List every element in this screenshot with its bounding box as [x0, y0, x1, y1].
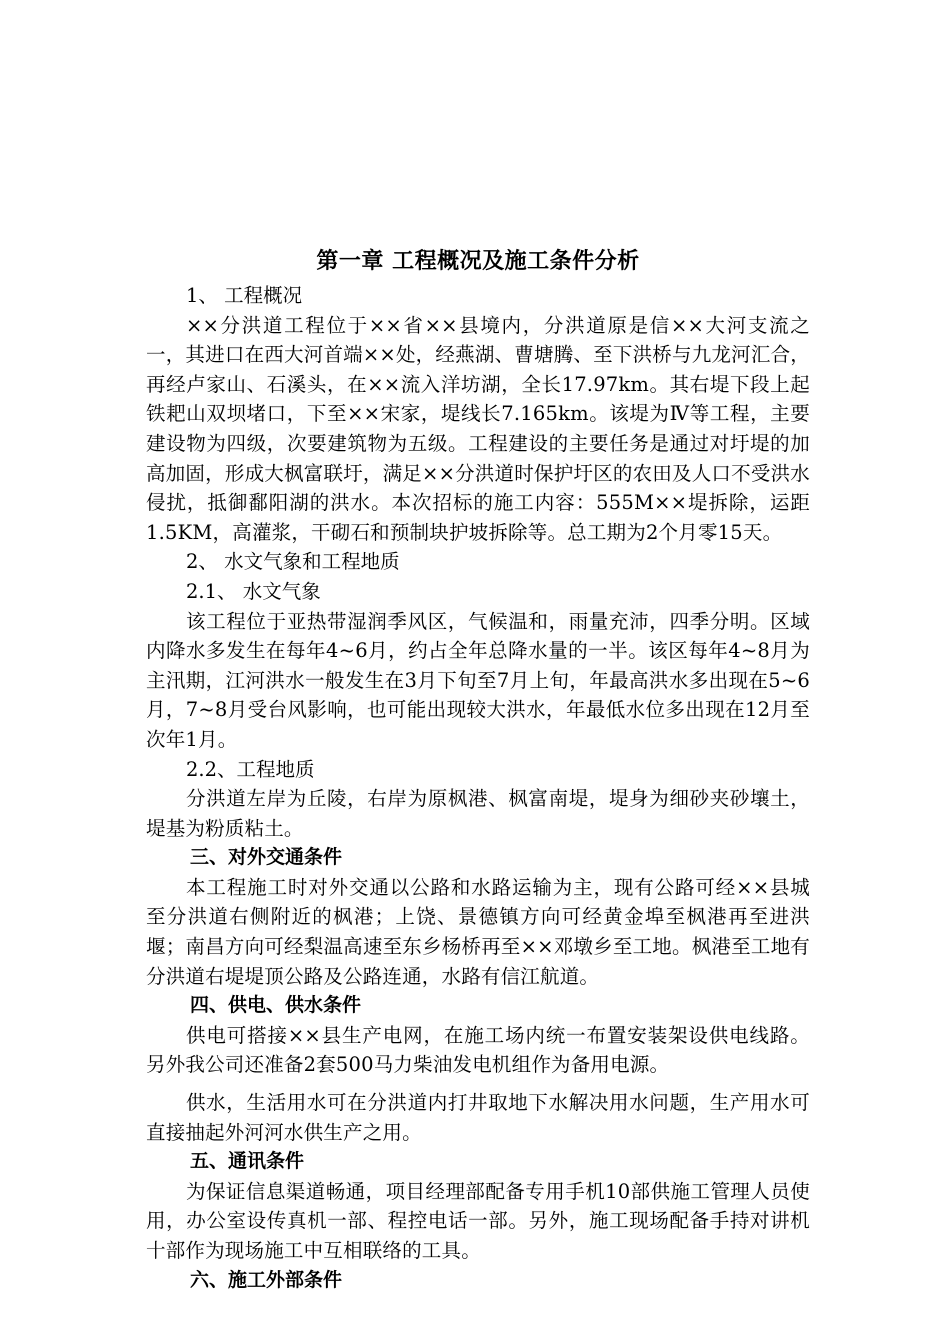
section-heading-overview: 1、 工程概况 [186, 284, 303, 307]
chapter-title: 第一章 工程概况及施工条件分析 [316, 249, 640, 274]
section-heading-hydrology-geology: 2、 水文气象和工程地质 [186, 550, 400, 574]
paragraph-geology: 分洪道左岸为丘陵，右岸为原枫港、枫富南堤，堤身为细砂夹砂壤土，堤基为粉质粘土。 [146, 787, 810, 840]
section-heading-external-conditions: 六、施工外部条件 [190, 1268, 343, 1291]
section-heading-power-water: 四、供电、供水条件 [190, 994, 362, 1017]
document-body [146, 247, 810, 1295]
paragraph-water: 供水，生活用水可在分洪道内打井取地下水解决用水问题，生产用水可直接抽起外河河水供生产之用。 [146, 1091, 810, 1144]
paragraph-communication: 为保证信息渠道畅通，项目经理部配备专用手机10部供施工管理人员使用，办公室设传真机一部、程控电话一部。另外，施工现场配备手持对讲机十部作为现场施工中互相联络的工具。 [146, 1179, 810, 1262]
subsection-heading-geology: 2.2、工程地质 [186, 757, 315, 781]
paragraph-transport: 本工程施工时对外交通以公路和水路运输为主，现有公路可经××县城至分洪道右侧附近的枫港；上饶、景德镇方向可经黄金埠至枫港再至进洪堰；南昌方向可经梨温高速至东乡杨桥再至××邓墩乡至工地。枫港至工地有分洪道右堤堤顶公路及公路连通，水路有信江航道。 [146, 875, 810, 988]
section-heading-communication: 五、通讯条件 [190, 1150, 305, 1173]
section-heading-transport: 三、对外交通条件 [190, 846, 343, 869]
paragraph-overview: ××分洪道工程位于××省××县境内，分洪道原是信××大河支流之一，其进口在西大河首端××处，经燕湖、曹塘腾、至下洪桥与九龙河汇合，再经卢家山、石溪头，在××流入洋坊湖，全长17.97km。其右堤下段上起铁耙山双坝堵口，下至××宋家，堤线长7.165km。该堤为Ⅳ等工程，主要建设物为四级，次要建筑物为五级。工程建设的主要任务是通过对圩堤的加高加固，形成大枫富联圩，满足××分洪道时保护圩区的农田及人口不受洪水侵扰，抵御鄱阳湖的洪水。本次招标的施工内容：555M××堤拆除，运距1.5KM，高灌浆，干砌石和预制块护坡拆除等。总工期为2个月零15天。 [146, 313, 810, 544]
subsection-heading-hydrology: 2.1、 水文气象 [186, 579, 321, 603]
paragraph-power: 供电可搭接××县生产电网，在施工场内统一布置安装架设供电线路。另外我公司还准备2套500马力柴油发电机组作为备用电源。 [146, 1023, 810, 1077]
paragraph-hydrology: 该工程位于亚热带湿润季风区，气候温和，雨量充沛，四季分明。区域内降水多发生在每年4~6月，约占全年总降水量的一半。该区每年4~8月为主汛期，江河洪水一般发生在3月下旬至7月上旬，年最高洪水多出现在5~6月，7~8月受台风影响，也可能出现较大洪水，年最低水位多出现在12月至次年1月。 [146, 609, 810, 751]
